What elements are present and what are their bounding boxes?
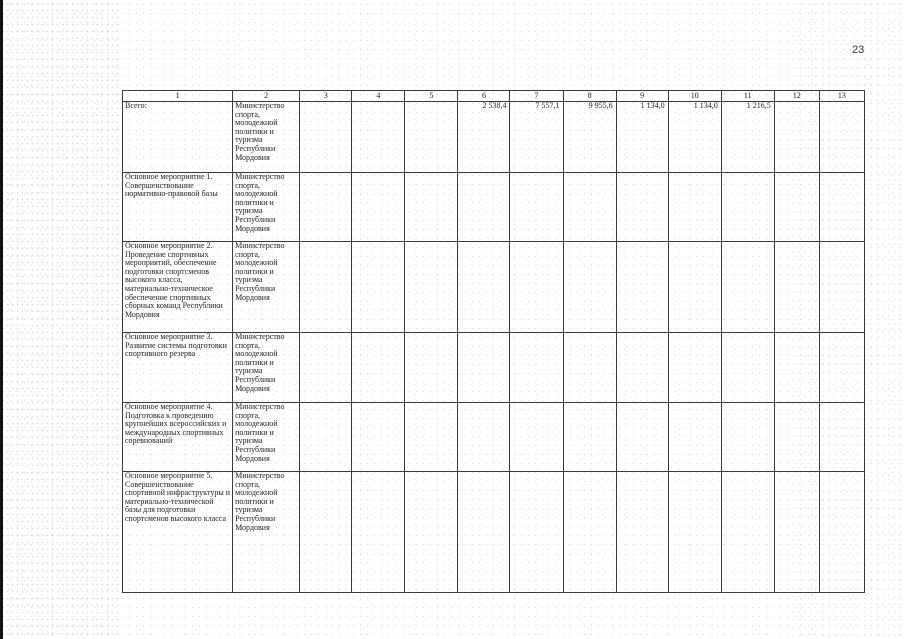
value-cell [616,403,668,472]
value-cell [774,173,819,242]
value-cell [721,403,774,472]
value-cell [819,173,864,242]
value-cell [668,242,721,333]
column-header: 2 [233,91,300,102]
value-cell [774,472,819,593]
value-cell [405,173,458,242]
scan-noise-left [0,0,120,639]
value-cell [819,403,864,472]
executor-cell: Министерство спорта, молодежной политики и туризма Республики Мордовия [233,242,300,333]
value-cell [510,333,563,403]
measure-cell: Основное мероприятие 4. Подготовка к проведению крупнейших всероссийских и международных спортивных соревнований [123,403,233,472]
value-cell [510,242,563,333]
header-row [123,91,865,102]
value-cell [458,173,510,242]
value-cell [300,242,352,333]
value-cell [819,102,864,173]
value-cell [458,403,510,472]
value-cell: 7 557,1 [510,102,563,173]
value-cell [352,173,405,242]
value-cell [721,333,774,403]
value-cell [668,333,721,403]
value-cell [405,102,458,173]
value-cell [300,403,352,472]
column-header: 12 [774,91,819,102]
scan-edge [0,0,3,639]
column-header: 3 [300,91,352,102]
column-header: 1 [123,91,233,102]
table-row [123,472,865,593]
value-cell [616,472,668,593]
column-header: 13 [819,91,864,102]
value-cell [819,242,864,333]
measure-cell: Всего: [123,102,233,173]
value-cell [510,403,563,472]
value-cell [405,333,458,403]
value-cell [774,242,819,333]
value-cell [668,173,721,242]
value-cell [774,333,819,403]
column-header: 11 [721,91,774,102]
measure-cell: Основное мероприятие 3. Развитие системы подготовки спортивного резерва [123,333,233,403]
measure-cell: Основное мероприятие 1. Совершенствование нормативно-правовой базы [123,173,233,242]
value-cell [352,242,405,333]
column-header: 9 [616,91,668,102]
value-cell [668,472,721,593]
value-cell: 1 134,0 [668,102,721,173]
value-cell [352,102,405,173]
value-cell [458,242,510,333]
value-cell: 2 538,4 [458,102,510,173]
value-cell [616,173,668,242]
budget-table [122,90,865,593]
value-cell [563,333,616,403]
value-cell [563,472,616,593]
value-cell [616,333,668,403]
value-cell [300,173,352,242]
value-cell [300,472,352,593]
measure-cell: Основное мероприятие 5. Совершенствование спортивной инфраструктуры и материально-технической базы для подготовки спортсменов высокого класса [123,472,233,593]
value-cell [510,173,563,242]
table-row [123,242,865,333]
column-header: 6 [458,91,510,102]
measure-cell: Основное мероприятие 2. Проведение спортивных мероприятий, обеспечение подготовки спортсменов высокого класса, материально-техническое обеспечение спортивных сборных команд Республики Мордовия [123,242,233,333]
table-row [123,173,865,242]
value-cell [721,472,774,593]
value-cell [405,472,458,593]
value-cell [352,403,405,472]
value-cell [510,472,563,593]
value-cell [563,242,616,333]
table-row [123,333,865,403]
value-cell [352,333,405,403]
table-row [123,403,865,472]
executor-cell: Министерство спорта, молодежной политики и туризма Республики Мордовия [233,333,300,403]
value-cell [300,102,352,173]
column-header: 7 [510,91,563,102]
executor-cell: Министерство спорта, молодежной политики и туризма Республики Мордовия [233,472,300,593]
value-cell [774,403,819,472]
value-cell: 1 216,5 [721,102,774,173]
value-cell [405,403,458,472]
value-cell [458,333,510,403]
value-cell [819,333,864,403]
column-header: 10 [668,91,721,102]
executor-cell: Министерство спорта, молодежной политики и туризма Республики Мордовия [233,403,300,472]
value-cell [668,403,721,472]
executor-cell: Министерство спорта, молодежной политики и туризма Республики Мордовия [233,102,300,173]
value-cell: 1 134,0 [616,102,668,173]
value-cell [352,472,405,593]
value-cell [721,173,774,242]
value-cell [563,173,616,242]
value-cell [300,333,352,403]
executor-cell: Министерство спорта, молодежной политики и туризма Республики Мордовия [233,173,300,242]
value-cell [819,472,864,593]
value-cell [774,102,819,173]
column-header: 8 [563,91,616,102]
page-number: 23 [852,44,865,56]
column-header: 5 [405,91,458,102]
table-row-total [123,102,865,173]
value-cell: 9 955,6 [563,102,616,173]
value-cell [616,242,668,333]
value-cell [563,403,616,472]
column-header: 4 [352,91,405,102]
value-cell [721,242,774,333]
value-cell [405,242,458,333]
value-cell [458,472,510,593]
